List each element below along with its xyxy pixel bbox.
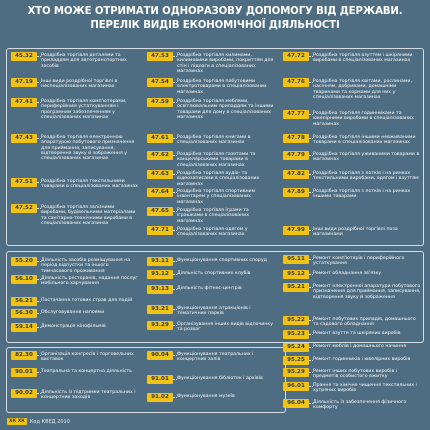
dotted-leader: [173, 285, 177, 294]
activity-code-badge: 95.21: [283, 283, 309, 292]
activity-description: Організація конгресів і торговельних виставок: [41, 352, 134, 363]
activity-description: Функціонування атракціонів і тематичних парків: [177, 306, 251, 317]
dotted-leader: [37, 204, 41, 213]
dotted-leader: [309, 382, 313, 391]
activity-description: Роздрібна торгівля деталями та приладдям для автотранспортних засобів: [41, 53, 127, 69]
activity-code-badge: 56.10: [11, 275, 37, 284]
dotted-leader: [37, 178, 41, 187]
activity-row: [11, 309, 139, 318]
activity-row: [11, 368, 139, 377]
activity-row: [283, 356, 421, 365]
activity-row: [147, 98, 275, 120]
activity-code-badge: 95.23: [283, 330, 309, 339]
dotted-leader: [173, 78, 177, 87]
activity-code-badge: 90.04: [147, 351, 173, 360]
dotted-leader: [37, 323, 41, 332]
activity-row: [283, 110, 421, 127]
activity-code-badge: 47.41: [11, 98, 37, 107]
activity-description: Роздрібна торгівля газетами та канцелярськими товарами в спеціалізованих магазинах: [177, 152, 256, 168]
dotted-leader: [309, 330, 313, 339]
activity-code-badge: 90.01: [11, 368, 37, 377]
dotted-leader: [173, 98, 177, 107]
activity-row: [147, 270, 275, 279]
activity-code-badge: 93.13: [147, 285, 173, 294]
dotted-leader: [173, 170, 177, 179]
activity-row: [147, 226, 275, 238]
activity-description: Роздрібна торгівля одягом у спеціалізованих магазинах: [177, 227, 248, 238]
publisher-logo: ХК ХК: [9, 419, 25, 424]
activity-row: [283, 255, 421, 267]
activity-row: [11, 78, 139, 90]
activity-row: [11, 98, 139, 120]
activity-row: [283, 226, 421, 238]
activity-description: Роздрібна торгівля книгами в спеціалізованих магазинах: [177, 135, 251, 146]
dotted-leader: [37, 309, 41, 318]
activity-code-badge: 45.32: [11, 52, 37, 61]
activity-code-badge: 47.79: [283, 151, 309, 160]
activity-description: Прання та хімічне чищення текстильних і хутряних виробів: [313, 383, 417, 394]
activity-description: Ремонт комп'ютерів і периферійного устаткування: [313, 256, 405, 267]
activity-description: Функціонування театральних і концертних залів: [177, 352, 254, 363]
activity-row: [11, 389, 139, 401]
footer: [7, 418, 70, 425]
activity-description: Діяльність фітнес-центрів: [177, 286, 242, 291]
dotted-leader: [309, 134, 313, 143]
activity-row: [147, 151, 275, 168]
activity-description: Ремонт інших побутових виробів і предметів особистого вжитку: [313, 369, 398, 380]
activity-row: [147, 285, 275, 294]
activity-row: [283, 134, 421, 146]
activity-code-badge: 82.30: [11, 351, 37, 360]
dotted-leader: [173, 393, 177, 402]
activity-description: Ремонт взуття та шкіряних виробів: [313, 331, 401, 336]
activity-description: Діяльність спортивних клубів: [177, 271, 251, 276]
dotted-leader: [309, 368, 313, 377]
activity-description: Роздрібна торгівля побутовими електротоварами в спеціалізованих магазинах: [177, 79, 267, 95]
activity-row: [283, 343, 421, 352]
dotted-leader: [309, 356, 313, 365]
activity-code-badge: 96.04: [283, 399, 309, 408]
activity-row: [147, 78, 275, 95]
activity-code-badge: 47.72: [283, 52, 309, 61]
activity-description: Діяльність засобів розміщування на період відпустки та іншого тимчасового проживання: [41, 258, 131, 274]
activity-code-badge: 47.53: [147, 52, 173, 61]
dotted-leader: [37, 134, 41, 143]
dotted-leader: [309, 188, 313, 197]
activity-row: [283, 270, 421, 279]
activity-description: Постачання готових страв для подій: [41, 298, 133, 303]
activity-code-badge: 93.21: [147, 305, 173, 314]
activity-description: Діяльність із підтримки театральних і концертних заходів: [41, 390, 136, 401]
dotted-leader: [37, 52, 41, 61]
activity-code-badge: 47.77: [283, 110, 309, 119]
activity-row: [147, 321, 275, 333]
activity-row: [283, 78, 421, 100]
activity-description: Інші види роздрібної торгівлі поза магазинами: [313, 227, 398, 238]
activity-description: Роздрібна торгівля годинниками та ювелірними виробами в спеціалізованих магазинах: [313, 111, 414, 127]
activity-code-badge: 47.51: [11, 178, 37, 187]
activity-row: [283, 283, 421, 300]
activity-row: [11, 204, 139, 226]
activity-code-badge: 56.30: [11, 309, 37, 318]
dotted-leader: [309, 78, 313, 87]
activity-code-badge: 47.71: [147, 226, 173, 235]
activity-description: Роздрібна торгівля меблями, освітлювальним приладдям та іншими товарами для дому в спеціалізованих магазинах: [177, 99, 274, 120]
activity-code-badge: 47.82: [283, 170, 309, 179]
activity-row: [283, 368, 421, 380]
dotted-leader: [309, 316, 313, 325]
activity-code-badge: 93.12: [147, 270, 173, 279]
dotted-leader: [173, 305, 177, 314]
activity-row: [283, 316, 421, 328]
activity-description: Роздрібна торгівля з лотків і на ринках текстильними виробами, одягом і взуттям: [313, 171, 419, 182]
activity-code-badge: 47.99: [283, 226, 309, 235]
dotted-leader: [173, 134, 177, 143]
activity-row: [11, 297, 139, 306]
dotted-leader: [173, 321, 177, 330]
activity-row: [11, 275, 139, 287]
dotted-leader: [173, 226, 177, 235]
activity-row: [147, 351, 275, 363]
activity-code-badge: 95.25: [283, 356, 309, 365]
dotted-leader: [37, 297, 41, 306]
activity-row: [283, 170, 421, 182]
activity-row: [147, 207, 275, 224]
dotted-leader: [37, 98, 41, 107]
dotted-leader: [309, 52, 313, 61]
activity-code-badge: 59.14: [11, 323, 37, 332]
activity-description: Функціонування спортивних споруд: [177, 258, 267, 263]
dotted-leader: [37, 78, 41, 87]
activity-description: Демонстрація кінофільмів: [41, 324, 106, 329]
activity-description: Роздрібна торгівля уживаними товарами в магазинах: [313, 152, 420, 163]
activity-code-badge: 47.78: [283, 134, 309, 143]
activity-description: Функціонування бібліотек і архівів: [177, 376, 263, 381]
activity-row: [147, 375, 275, 384]
activity-row: [283, 188, 421, 200]
dotted-leader: [37, 275, 41, 284]
activity-code-badge: 56.21: [11, 297, 37, 306]
activity-description: Роздрібна торгівля аудіо- та відеозаписами в спеціалізованих магазинах: [177, 171, 260, 187]
activity-description: Функціонування музеїв: [177, 394, 235, 399]
source-note: Код КВЕД 2010: [29, 418, 70, 425]
dotted-leader: [309, 399, 313, 408]
activity-description: Діяльність ресторанів, надання послуг мобільного харчування: [41, 276, 138, 287]
activity-description: Роздрібна торгівля з лотків і на ринках іншими товарами: [313, 189, 411, 200]
activity-description: Роздрібна торгівля квітами, рослинами, насінням, добривами, домашніми тваринами та кормами для них у спеціалізованих магазинах: [313, 79, 412, 100]
activity-code-badge: 91.01: [147, 375, 173, 384]
activity-code-badge: 95.29: [283, 368, 309, 377]
activity-code-badge: 95.22: [283, 316, 309, 325]
activity-row: [147, 257, 275, 266]
activity-row: [283, 399, 421, 411]
dotted-leader: [173, 52, 177, 61]
activity-row: [147, 305, 275, 317]
dotted-leader: [37, 389, 41, 398]
activity-description: Роздрібна торгівля іншими невживаними товарами в спеціалізованих магазинах: [313, 135, 416, 146]
activity-row: [11, 178, 139, 190]
activity-code-badge: 47.65: [147, 207, 173, 216]
activity-code-badge: 91.02: [147, 393, 173, 402]
activity-code-badge: 95.11: [283, 255, 309, 264]
activity-description: Роздрібна торгівля електронною апаратурою побутового призначення для приймання, записування, відтворення звуку й зображення у спеціалізованих магазинах: [41, 135, 135, 162]
dotted-leader: [173, 207, 177, 216]
activity-code-badge: 90.02: [11, 389, 37, 398]
activity-row: [283, 52, 421, 64]
activity-code-badge: 95.12: [283, 270, 309, 279]
activity-row: [11, 323, 139, 332]
dotted-leader: [173, 188, 177, 197]
activity-description: Роздрібна торгівля килимами, килимовими виробами, покриттям для стін і підлоги в спеціалізованих магазинах: [177, 53, 274, 74]
activity-code-badge: 93.29: [147, 321, 173, 330]
activity-row: [11, 134, 139, 161]
activity-row: [283, 382, 421, 394]
activity-row: [11, 257, 139, 274]
activity-code-badge: 93.11: [147, 257, 173, 266]
page-title: [0, 5, 430, 32]
activity-code-badge: 55.20: [11, 257, 37, 266]
dotted-leader: [37, 368, 41, 377]
activity-code-badge: 95.24: [283, 343, 309, 352]
dotted-leader: [173, 351, 177, 360]
dotted-leader: [173, 270, 177, 279]
activity-code-badge: 47.63: [147, 170, 173, 179]
dotted-leader: [173, 151, 177, 160]
dotted-leader: [309, 255, 313, 264]
activity-code-badge: 47.54: [147, 78, 173, 87]
activity-description: Організування інших видів відпочинку та розваг: [177, 322, 274, 333]
activity-row: [147, 393, 275, 402]
activity-code-badge: 47.64: [147, 188, 173, 197]
title-line-1: ХТО МОЖЕ ОТРИМАТИ ОДНОРАЗОВУ ДОПОМОГУ ВІД ДЕРЖАВИ.: [27, 6, 403, 17]
dotted-leader: [173, 375, 177, 384]
activity-description: Ремонт годинників і ювелірних виробів: [313, 357, 411, 362]
activity-description: Ремонт електронної апаратури побутового призначення для приймання, записування, відтворення звуку й зображення: [313, 284, 421, 300]
activity-description: Інші види роздрібної торгівлі в неспеціалізованих магазинах: [41, 79, 118, 90]
activity-description: Роздрібна торгівля взуттям і шкіряними виробами в спеціалізованих магазинах: [313, 53, 413, 64]
activity-description: Роздрібна торгівля текстильними товарами в спеціалізованих магазинах: [41, 179, 138, 190]
activity-row: [11, 351, 139, 363]
activity-description: Роздрібна торгівля іграми та іграшками в спеціалізованих магазинах: [177, 208, 250, 224]
activity-code-badge: 96.01: [283, 382, 309, 391]
activity-code-badge: 47.76: [283, 78, 309, 87]
activity-description: Обслуговування напоями: [41, 310, 105, 315]
activity-description: Ремонт побутових приладів, домашнього та садового обладнання: [313, 317, 416, 328]
activity-row: [283, 151, 421, 163]
dotted-leader: [309, 151, 313, 160]
activity-row: [147, 188, 275, 205]
activity-description: Роздрібна торгівля залізними виробами, будівельними матеріалами та санітарно-технічними виробами в спеціалізованих магазинах: [41, 205, 136, 226]
activity-row: [147, 170, 275, 187]
activity-description: Роздрібна торгівля спортивним інвентарем у спеціалізованих магазинах: [177, 189, 256, 205]
activity-code-badge: 47.89: [283, 188, 309, 197]
activity-code-badge: 47.59: [147, 98, 173, 107]
activity-description: Театральна та концертна діяльність: [41, 369, 133, 374]
activity-description: Ремонт обладнання зв'язку: [313, 271, 382, 276]
dotted-leader: [309, 343, 313, 352]
activity-code-badge: 47.61: [147, 134, 173, 143]
dotted-leader: [309, 226, 313, 235]
dotted-leader: [309, 110, 313, 119]
activity-row: [11, 52, 139, 69]
activity-row: [147, 52, 275, 74]
dotted-leader: [309, 170, 313, 179]
activity-code-badge: 47.62: [147, 151, 173, 160]
activity-description: Роздрібна торгівля комп'ютерами, периферійним устаткуванням і програмним забезпеченням у спеціалізованих магазинах: [41, 99, 127, 120]
title-line-2: ПЕРЕЛІК ВИДІВ ЕКОНОМІЧНОЇ ДІЯЛЬНОСТІ: [90, 19, 340, 31]
dotted-leader: [309, 283, 313, 292]
dotted-leader: [173, 257, 177, 266]
activity-code-badge: 47.43: [11, 134, 37, 143]
dotted-leader: [37, 351, 41, 360]
activity-description: Ремонт меблів і домашнього начиння: [313, 344, 407, 349]
dotted-leader: [37, 257, 41, 266]
activity-code-badge: 47.52: [11, 204, 37, 213]
activity-description: Діяльність із забезпечення фізичного комфорту: [313, 400, 407, 411]
activity-code-badge: 47.19: [11, 78, 37, 87]
activity-row: [283, 330, 421, 339]
activity-row: [147, 134, 275, 146]
dotted-leader: [309, 270, 313, 279]
